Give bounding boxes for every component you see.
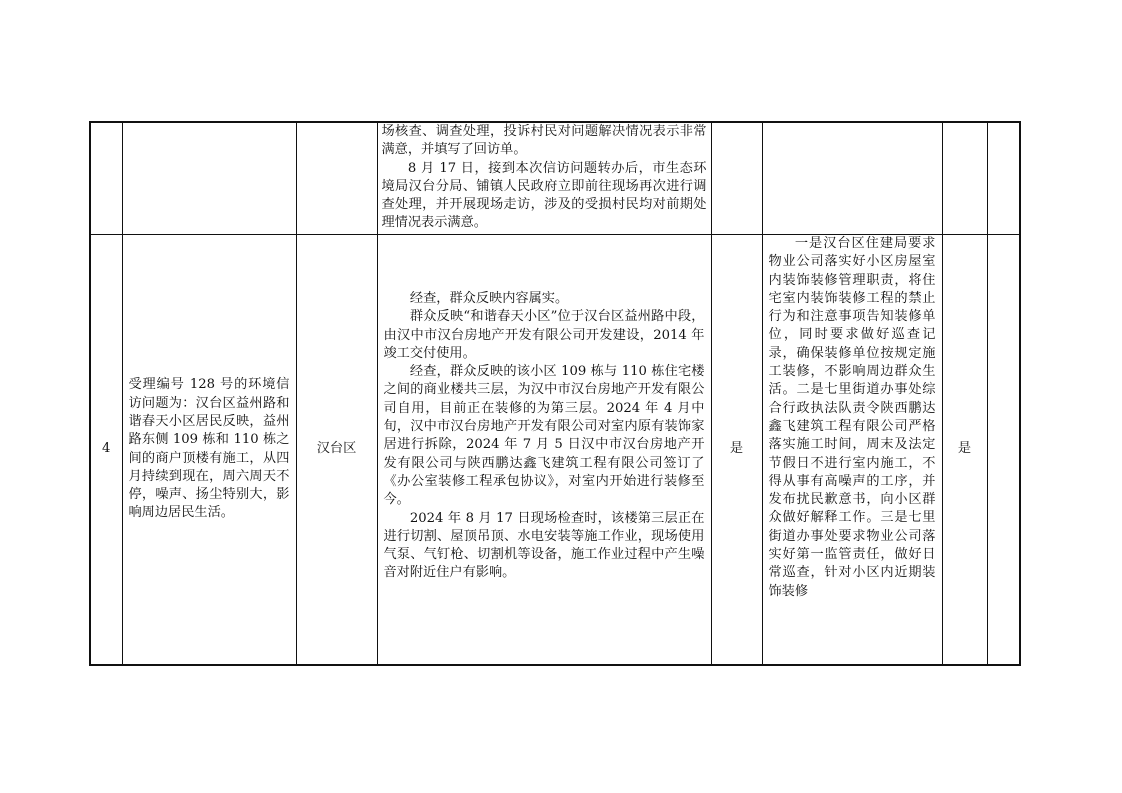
investigation-paragraph: 场核查、调查处理，投诉村民对问题解决情况表示非常满意，并填写了回访单。 — [381, 124, 707, 158]
row-number-cell — [90, 122, 122, 235]
spacer — [384, 235, 705, 290]
remarks-cell — [987, 122, 1020, 235]
complaint-cell — [122, 235, 296, 666]
investigation-paragraph: 8 月 17 日，接到本次信访问题转办后，市生态环境局汉台分局、铺镇人民政府立即前往现场再次进行调查处理，并开展现场走访，涉及的受损村民均对前期处理情况表示满意。 — [381, 160, 707, 231]
verified-cell: 是 — [711, 235, 762, 666]
document-table — [89, 121, 1021, 666]
investigation-paragraph: 2024 年 8 月 17 日现场检查时，该楼第三层正在进行切割、屋顶吊顶、水电安装等施工作业，现场使用气泵、气钉枪、切割机等设备，施工作业过程中产生噪音对附近住户有影响。 — [383, 510, 705, 581]
complaint-cell — [122, 122, 296, 235]
investigation-paragraph: 经查，群众反映内容属实。 — [409, 291, 569, 306]
complaint-text: 受理编号 128 号的环境信访问题为：汉台区益州路和谐春天小区居民反映，益州路东侧 109 栋和 110 栋之间的商户顶楼有施工，从四月持续到现在，周六周天不停，噪声、扬尘特别大，影响周边居民生活。 — [128, 377, 290, 521]
verified-cell — [711, 122, 762, 235]
measures-cell — [762, 122, 942, 235]
completed-cell: 是 — [942, 235, 987, 666]
row-number-cell: 4 — [90, 235, 122, 666]
investigation-paragraph: 群众反映“和谐春天小区”位于汉台区益州路中段，由汉中市汉台房地产开发有限公司开发建设，2014 年竣工交付使用。 — [383, 309, 705, 361]
district-cell — [296, 122, 377, 235]
investigation-cell — [377, 235, 711, 666]
measures-cell — [762, 235, 942, 666]
investigation-cell — [377, 122, 711, 235]
district-cell: 汉台区 — [296, 235, 377, 666]
table-row — [90, 235, 1020, 666]
table-row — [90, 122, 1020, 235]
measures-text: 一是汉台区住建局要求物业公司落实好小区房屋室内装饰装修管理职责，将住宅室内装饰装修工程的禁止行为和注意事项告知装修单位，同时要求做好巡查记录，确保装修单位按规定施工装修，不影响周边群众生活。二是七里街道办事处综合行政执法队责令陕西鹏达鑫飞建筑工程有限公司严格落实施工时间，周末及法定节假日不进行室内施工，不得从事有高噪声的工序，并发布扰民歉意书，向小区群众做好解释工作。三是七里街道办事处要求物业公司落实好第一监管责任，做好日常巡查，针对小区内近期装饰装修 — [768, 236, 936, 599]
investigation-paragraph: 经查，群众反映的该小区 109 栋与 110 栋住宅楼之间的商业楼共三层，为汉中市汉台房地产开发有限公司自用，目前正在装修的为第三层。2024 年 4 月中旬，汉中市汉台房地产开发有限公司对室内原有装饰家居进行拆除，2024 年 7 月 5 日汉中市汉台房地产开发有限公司与陕西鹏达鑫飞建筑工程有限公司签订了《办公室装修工程承包协议》，对室内开始进行装修至今。 — [383, 364, 705, 508]
remarks-cell — [987, 235, 1020, 666]
completed-cell — [942, 122, 987, 235]
